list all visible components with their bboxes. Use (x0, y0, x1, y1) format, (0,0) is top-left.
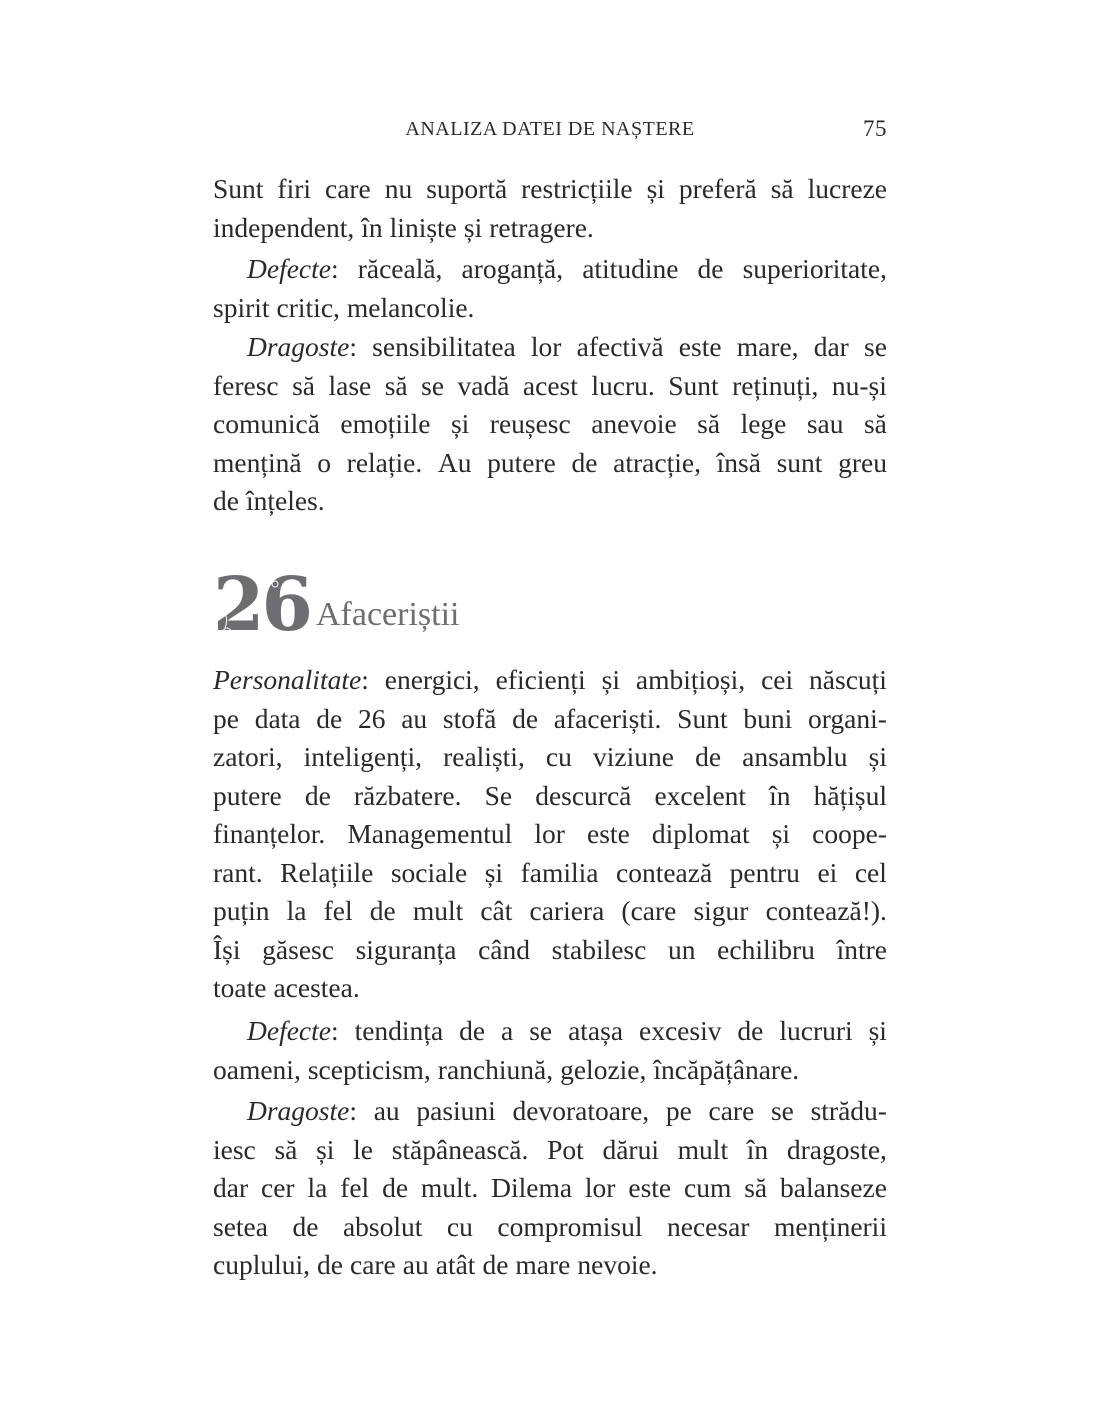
text-line: comunică emoțiile și reușesc anevoie să lege sau să (213, 408, 887, 439)
text-line: toate acestea. (213, 972, 360, 1003)
paragraph-label: Personalitate (213, 664, 362, 695)
paragraph-label: Defecte (247, 1015, 331, 1046)
text-line: Sunt firi care nu suportă restricțiile și preferă să lucreze (213, 173, 887, 204)
text-line: Își găsesc siguranța când stabilesc un echilibru între (213, 933, 887, 965)
section-number (213, 562, 310, 648)
paragraph (213, 1012, 887, 1089)
text-line: rant. Relațiile sociale și familia contează pentru ei cel (213, 856, 887, 888)
text-line: Personalitate: energici, eficienți și ambițioși, cei născuți (213, 664, 887, 695)
text-line: feresc să lase să se vadă acest lucru. Sunt reținuți, nu-și (213, 369, 887, 401)
text-line: oameni, scepticism, ranchiună, gelozie, încăpățânare. (213, 1053, 800, 1085)
page-number: 75 (863, 116, 887, 141)
text-line: iesc să și le stăpânească. Pot dărui mult în dragoste, (213, 1133, 887, 1165)
text-line: Defecte: tendința de a se atașa excesiv de lucruri și (247, 1015, 887, 1046)
text-line: puțin la fel de mult cât cariera (care sigur contează!). (213, 895, 887, 926)
running-header (213, 118, 887, 148)
running-header-title: ANALIZA DATEI DE NAȘTERE (405, 118, 695, 140)
text-line: setea de absolut cu compromisul necesar menținerii (213, 1210, 887, 1242)
paragraph (213, 661, 887, 1008)
text-line: independent, în liniște și retragere. (213, 211, 594, 243)
text-line: finanțelor. Managementul lor este diplomat și coope- (213, 818, 887, 849)
text-line: Dragoste: sensibilitatea lor afectivă este mare, dar se (247, 331, 887, 362)
text-line: spirit critic, melancolie. (213, 291, 475, 323)
section-heading (213, 560, 460, 648)
paragraph-label: Dragoste (247, 1095, 350, 1126)
text-line: cuplului, de care au atât de mare nevoie. (213, 1249, 658, 1280)
text-line: de înțeles. (213, 485, 325, 516)
text-line: pe data de 26 au stofă de afaceriști. Sunt buni organi- (213, 702, 887, 734)
paragraph (213, 250, 887, 327)
paragraph-label: Defecte (247, 253, 331, 284)
section-number-text: 26 (213, 562, 310, 648)
paragraph (213, 1092, 887, 1285)
paragraph (213, 170, 887, 247)
text-line: putere de răzbatere. Se descurcă excelent în hățișul (213, 779, 887, 811)
floral-ornament-icon (213, 570, 293, 650)
text-line: mențină o relație. Au putere de atracție, însă sunt greu (213, 446, 887, 478)
paragraph-label: Dragoste (247, 331, 350, 362)
paragraph (213, 328, 887, 521)
text-line: zatori, inteligenți, realiști, cu viziune de ansamblu și (213, 741, 887, 772)
text-line: dar cer la fel de mult. Dilema lor este cum să balanseze (213, 1172, 887, 1203)
text-line: Defecte: răceală, aroganță, atitudine de superioritate, (247, 253, 887, 284)
text-line: Dragoste: au pasiuni devoratoare, pe care se strădu- (247, 1095, 887, 1126)
section-title: Afaceriștii (315, 596, 460, 633)
